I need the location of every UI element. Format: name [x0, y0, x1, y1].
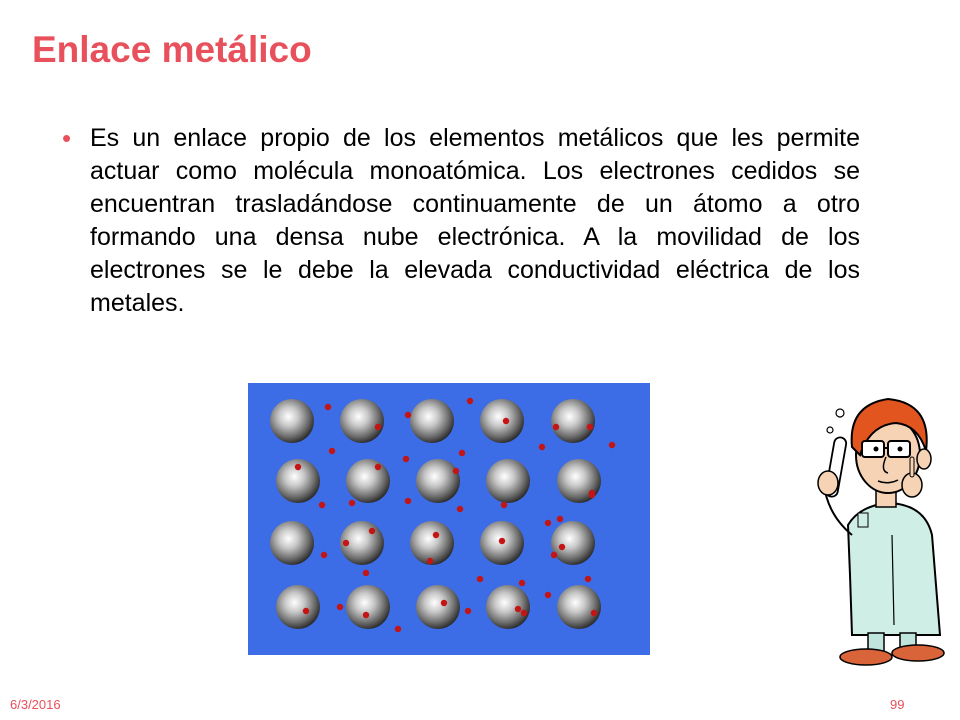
- bullet-item: [62, 122, 860, 320]
- free-electron: [589, 492, 595, 498]
- scientist-illustration: [800, 385, 950, 670]
- metal-atom: [270, 521, 314, 565]
- free-electron: [433, 532, 439, 538]
- free-electron: [321, 552, 327, 558]
- shoe-right: [892, 645, 944, 661]
- free-electron: [591, 610, 597, 616]
- eye-left: [874, 447, 879, 452]
- metal-atom: [410, 521, 454, 565]
- free-electron: [329, 448, 335, 454]
- metal-atom: [486, 585, 530, 629]
- pocket: [858, 513, 868, 527]
- free-electron: [539, 444, 545, 450]
- metal-atom: [557, 585, 601, 629]
- free-electron: [519, 580, 525, 586]
- footer-date: 6/3/2016: [10, 697, 61, 712]
- metal-atom: [551, 399, 595, 443]
- metal-atom: [276, 585, 320, 629]
- free-electron: [551, 552, 557, 558]
- footer-page-number: 99: [890, 697, 905, 712]
- ear: [917, 449, 931, 469]
- free-electron: [405, 498, 411, 504]
- free-electron: [375, 424, 381, 430]
- glasses-lens-left: [862, 441, 884, 457]
- free-electron: [441, 600, 447, 606]
- metal-atom: [486, 459, 530, 503]
- free-electron: [459, 450, 465, 456]
- bullet-dot: •: [62, 123, 72, 153]
- free-electron: [375, 464, 381, 470]
- free-electron: [501, 502, 507, 508]
- free-electron: [457, 506, 463, 512]
- free-electron: [545, 592, 551, 598]
- free-electron: [553, 424, 559, 430]
- metal-atom: [346, 585, 390, 629]
- free-electron: [503, 418, 509, 424]
- free-electron: [499, 538, 505, 544]
- free-electron: [395, 626, 401, 632]
- metal-atom: [340, 399, 384, 443]
- free-electron: [609, 442, 615, 448]
- free-electron: [477, 576, 483, 582]
- metal-atom: [410, 399, 454, 443]
- free-electron: [295, 464, 301, 470]
- free-electron: [545, 520, 551, 526]
- metal-atom: [416, 585, 460, 629]
- free-electron: [369, 528, 375, 534]
- bullet-text: Es un enlace propio de los elementos metálicos que les permite actuar como molécula monoatómica. Los electrones cedidos se encuentran trasladándose continuamente de un átomo a otro formando una densa nube electrónica. A la movilidad de los electrones se le debe la elevada conductividad eléctrica de los metales.: [90, 124, 860, 317]
- hand-tube: [818, 471, 838, 495]
- free-electron: [515, 606, 521, 612]
- metal-lattice-svg: [248, 383, 650, 655]
- free-electron: [585, 576, 591, 582]
- atom-group: [270, 399, 601, 629]
- slide-title: Enlace metálico: [32, 29, 312, 70]
- free-electron: [427, 558, 433, 564]
- shoe-left: [840, 649, 892, 665]
- free-electron: [465, 608, 471, 614]
- free-electron: [403, 456, 409, 462]
- free-electron: [521, 610, 527, 616]
- free-electron: [453, 468, 459, 474]
- metal-lattice-illustration: [248, 383, 650, 655]
- free-electron: [303, 608, 309, 614]
- free-electron: [363, 612, 369, 618]
- free-electron: [405, 412, 411, 418]
- metal-atom: [416, 459, 460, 503]
- metal-atom: [551, 521, 595, 565]
- free-electron: [559, 544, 565, 550]
- free-electron: [343, 540, 349, 546]
- free-electron: [467, 398, 473, 404]
- bubble-icon: [836, 409, 844, 417]
- free-electron: [325, 404, 331, 410]
- free-electron: [349, 500, 355, 506]
- metal-atom: [346, 459, 390, 503]
- eye-right: [898, 447, 903, 452]
- free-electron: [557, 516, 563, 522]
- bubble-icon: [827, 427, 833, 433]
- free-electron: [363, 570, 369, 576]
- metal-atom: [270, 399, 314, 443]
- metal-atom: [480, 399, 524, 443]
- free-electron: [587, 424, 593, 430]
- free-electron: [337, 604, 343, 610]
- free-electron: [319, 502, 325, 508]
